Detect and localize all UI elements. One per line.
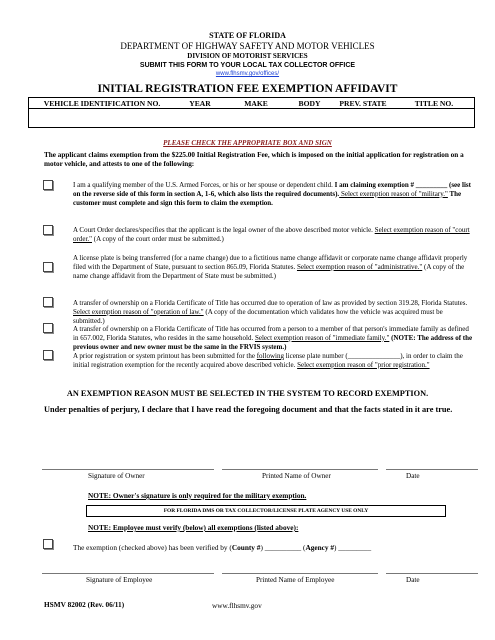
verification-statement bbox=[73, 543, 371, 552]
office-use-banner: FOR FLORIDA DMS OR TAX COLLECTOR/LICENSE PLATE AGENCY USE ONLY bbox=[86, 505, 446, 517]
checkbox-court-order[interactable] bbox=[43, 225, 53, 235]
exemption-reason: Select exemption reason of "prior registration." bbox=[297, 360, 430, 369]
state-heading: STATE OF FLORIDA bbox=[209, 31, 286, 40]
owner-date-line[interactable] bbox=[386, 469, 478, 470]
employee-date-label: Date bbox=[406, 576, 420, 584]
agency-label: Agency # bbox=[305, 543, 335, 552]
body-field[interactable] bbox=[287, 109, 332, 127]
vehicle-table-header bbox=[29, 98, 474, 109]
county-label: County # bbox=[231, 543, 261, 552]
owner-signature-line[interactable] bbox=[42, 469, 214, 470]
checkbox-operation-of-law[interactable] bbox=[43, 297, 53, 307]
option-operation-of-law bbox=[73, 299, 473, 325]
exemption-reason: Select exemption reason of "administrative." bbox=[296, 262, 423, 271]
checkbox-military[interactable] bbox=[43, 180, 53, 190]
option-text: following bbox=[256, 352, 284, 360]
intro-paragraph: The applicant claims exemption from the $225.00 Initial Registration Fee, which is imposed on the initial application for registration on a motor vehicle, and attests to one of the following: bbox=[44, 151, 464, 168]
owner-signature-note: NOTE: Owner's signature is only required for the military exemption. bbox=[88, 491, 307, 500]
col-year: YEAR bbox=[189, 99, 211, 108]
checkbox-immediate-family[interactable] bbox=[43, 323, 53, 333]
option-administrative bbox=[73, 254, 473, 280]
department-heading: DEPARTMENT OF HIGHWAY SAFETY AND MOTOR VEHICLES bbox=[120, 41, 375, 51]
year-field[interactable] bbox=[175, 109, 225, 127]
division-heading: DIVISION OF MOTORIST SERVICES bbox=[187, 52, 308, 60]
employee-name-label: Printed Name of Employee bbox=[256, 576, 335, 584]
option-text: I am claiming exemption # _________ (see list on the reverse side of this form in section A, 1-6, which also lists the required documents). bbox=[73, 181, 471, 198]
offices-link[interactable]: www.flhsmv.gov/offices/ bbox=[215, 71, 280, 77]
owner-name-line[interactable] bbox=[222, 469, 378, 470]
must-select-warning: AN EXEMPTION REASON MUST BE SELECTED IN THE SYSTEM TO RECORD EXEMPTION. bbox=[66, 389, 429, 398]
option-prior-registration bbox=[73, 352, 473, 370]
col-body: BODY bbox=[298, 99, 321, 108]
option-text: (A copy of the documentation which validates how the vehicle was acquired must be submitted.) bbox=[73, 307, 443, 325]
option-text: (A copy of the name change affidavit from the Department of State must be submitted.) bbox=[73, 262, 465, 280]
verify-text: ) __________ ( bbox=[260, 543, 306, 552]
option-text: (NOTE: The address of the previous owner and new owner must be the same in the FRVIS system.) bbox=[73, 333, 473, 351]
perjury-statement: Under penalties of perjury, I declare that I have read the foregoing document and that the facts stated in it are true. bbox=[44, 405, 453, 414]
employee-date-line[interactable] bbox=[386, 573, 478, 574]
option-immediate-family bbox=[73, 325, 473, 351]
option-military bbox=[73, 181, 473, 207]
verify-text: ) _________ bbox=[334, 543, 372, 552]
option-text: A prior registration or system printout has been submitted for the bbox=[73, 352, 257, 360]
employee-signature-label: Signature of Employee bbox=[86, 576, 153, 584]
exemption-reason: Select exemption reason of "immediate family." bbox=[254, 333, 390, 342]
checkbox-prior-registration[interactable] bbox=[43, 350, 53, 360]
col-vin: VEHICLE IDENTIFICATION NO. bbox=[43, 99, 161, 108]
option-text: The customer must complete and sign this form to claim the exemption. bbox=[73, 189, 462, 207]
prev-state-field[interactable] bbox=[332, 109, 394, 127]
col-title-no: TITLE NO. bbox=[414, 99, 454, 108]
submit-instruction: SUBMIT THIS FORM TO YOUR LOCAL TAX COLLECTOR OFFICE bbox=[139, 62, 356, 69]
employee-signature-line[interactable] bbox=[42, 573, 214, 574]
exemption-reason: Select exemption reason of "military." bbox=[339, 189, 448, 198]
vehicle-info-table bbox=[28, 97, 475, 128]
option-court-order bbox=[73, 226, 473, 244]
option-text: A transfer of ownership on a Florida Certificate of Title has occurred from a person to a member of that person's immediate family as defined in 657.002, Florida Statutes, who resides in the same household. bbox=[73, 325, 469, 342]
owner-name-label: Printed Name of Owner bbox=[262, 472, 331, 480]
owner-signature-label: Signature of Owner bbox=[88, 472, 145, 480]
check-box-instruction: PLEASE CHECK THE APPROPRIATE BOX AND SIGN bbox=[163, 139, 332, 147]
option-text: A Court Order declares/specifies that the applicant is the legal owner of the above described motor vehicle. bbox=[73, 226, 375, 234]
exemption-reason: Select exemption reason of "operation of law." bbox=[73, 307, 204, 316]
option-text: license plate number (_______________), in order to claim the initial registration exemption for the recently acquired above described vehicle. bbox=[73, 352, 463, 369]
vin-field[interactable] bbox=[29, 109, 175, 127]
make-field[interactable] bbox=[225, 109, 287, 127]
option-text: A transfer of ownership on a Florida Certificate of Title has occurred due to operation of law as provided by section 319.28, Florida Statutes. bbox=[73, 299, 468, 307]
verify-text: The exemption (checked above) has been verified by ( bbox=[73, 543, 232, 552]
checkbox-verified[interactable] bbox=[43, 539, 53, 549]
form-title: INITIAL REGISTRATION FEE EXEMPTION AFFIDAVIT bbox=[97, 83, 398, 95]
option-text: (A copy of the court order must be submitted.) bbox=[92, 234, 224, 243]
form-number: HSMV 82002 (Rev. 06/11) bbox=[44, 600, 125, 609]
col-make: MAKE bbox=[244, 99, 268, 108]
footer-website: www.flhsmv.gov bbox=[212, 601, 262, 610]
title-no-field[interactable] bbox=[394, 109, 474, 127]
checkbox-administrative[interactable] bbox=[43, 262, 53, 272]
employee-verify-note: NOTE: Employee must verify (below) all exemptions (listed above): bbox=[88, 523, 299, 532]
owner-date-label: Date bbox=[406, 472, 420, 480]
employee-name-line[interactable] bbox=[222, 573, 378, 574]
option-text: A license plate is being transferred (for a name change) due to a fictitious name change affidavit or corporate name change affidavit properly filed with the Department of State, pursuant to section 865.09, Florida Statutes. bbox=[73, 254, 468, 271]
exemption-reason: Select exemption reason of "court order." bbox=[73, 226, 470, 243]
option-text: I am a qualifying member of the U.S. Armed Forces, or his or her spouse or dependent child. bbox=[73, 181, 335, 189]
col-prev-state: PREV. STATE bbox=[339, 99, 387, 108]
